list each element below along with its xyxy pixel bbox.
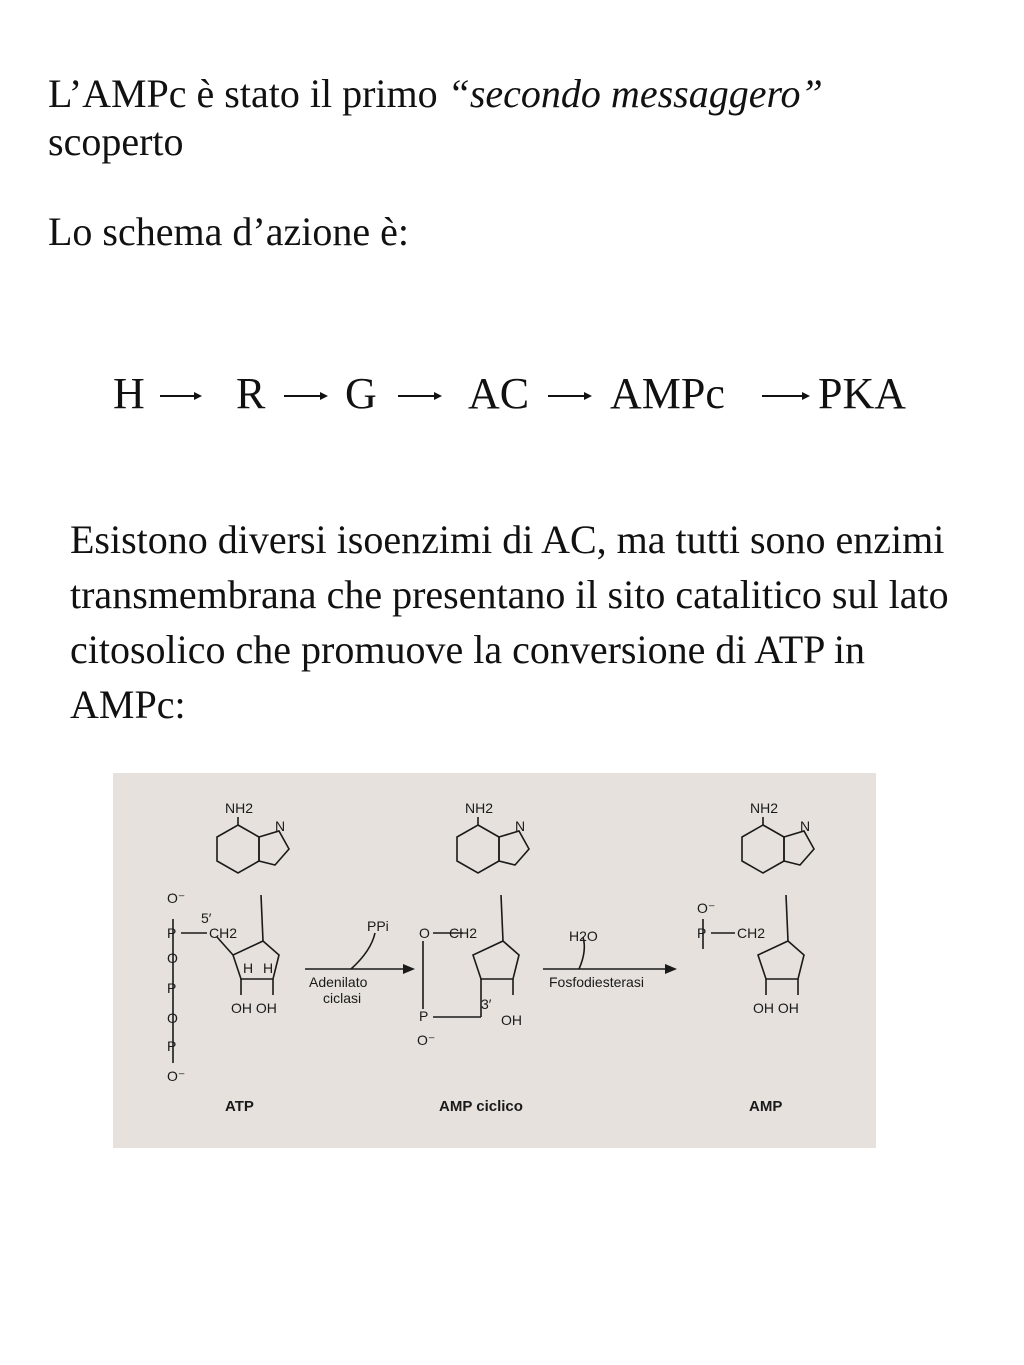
atp-p-label: P [167,1038,177,1054]
flow-arrow-icon [762,390,810,402]
atp-ohoh-label: OH OH [231,1000,277,1016]
atp-p-label: P [167,980,177,996]
atp-nh2-label: NH2 [225,800,254,816]
atp-o-label: O [167,950,178,966]
camp-o-label: O [419,925,430,941]
atp-n-label: N [275,818,286,834]
camp-ch2-label: CH2 [449,925,478,941]
atp-o-minus-label: O⁻ [167,1068,186,1084]
enzyme1-line2-label: ciclasi [323,990,362,1006]
flow-arrow-icon [160,390,202,402]
atp-o-minus-label: O⁻ [167,890,186,906]
camp-3prime-label: 3′ [481,996,492,1012]
water-label: H2O [569,928,598,944]
camp-p-label: P [419,1008,429,1024]
amp-name-label: AMP [749,1098,783,1115]
reaction-figure [113,773,876,1148]
atp-5prime-label: 5′ [201,910,212,926]
intro-suffix: scoperto [48,119,184,164]
flow-node-hormone: H [113,369,145,418]
enzyme1-line1-label: Adenilato [309,974,368,990]
atp-name-label: ATP [225,1098,254,1115]
amp-ch2-label: CH2 [737,925,766,941]
pyrophosphate-label: PPi [367,918,389,934]
flow-node-pka: PKA [818,369,907,418]
atp-ch2-label: CH2 [209,925,238,941]
intro-emphasis: “secondo messaggero” [447,71,823,116]
figure-background [113,773,876,1148]
flow-node-adenylate-cyclase: AC [468,369,530,418]
intro-text [48,70,988,166]
atp-p-label: P [167,925,177,941]
camp-nh2-label: NH2 [465,800,494,816]
amp-nh2-label: NH2 [750,800,779,816]
amp-o-minus-label: O⁻ [697,900,716,916]
amp-n-label: N [800,818,811,834]
amp-p-label: P [697,925,707,941]
flow-node-g-protein: G [345,369,377,418]
flow-node-receptor: R [236,369,266,418]
intro-prefix: L’AMPc è stato il primo [48,71,448,116]
flow-arrow-icon [398,390,442,402]
signal-flow [0,368,1024,424]
atp-h-label: H [263,960,274,976]
atp-h-label: H [243,960,254,976]
flow-node-camp: AMPc [610,369,725,418]
camp-oh-label: OH [501,1012,522,1028]
enzyme2-label: Fosfodiesterasi [549,974,644,990]
amp-ohoh-label: OH OH [753,1000,799,1016]
flow-arrow-icon [284,390,328,402]
camp-name-label: AMP ciclico [439,1098,523,1115]
camp-n-label: N [515,818,526,834]
body-paragraph: Esistono diversi isoenzimi di AC, ma tutti sono enzimi transmembrana che presentano il sito catalitico sul lato citosolico che promuove la conversione di ATP in AMPc: [70,517,949,727]
flow-arrow-icon [548,390,592,402]
schema-label: Lo schema d’azione è: [48,209,409,254]
reaction-scheme-image [113,773,876,1148]
camp-o-minus-label: O⁻ [417,1032,436,1048]
atp-o-label: O [167,1010,178,1026]
